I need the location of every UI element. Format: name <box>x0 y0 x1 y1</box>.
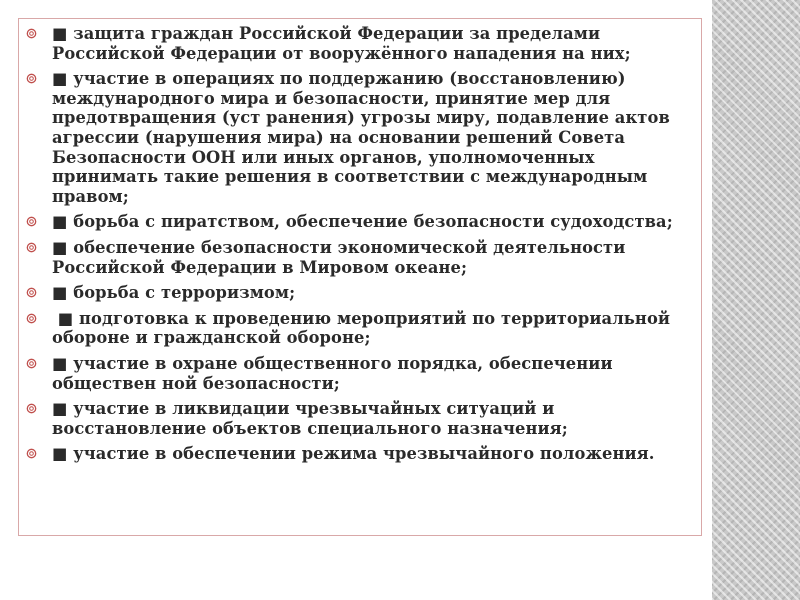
list-item-text: ■ участие в ликвидации чрезвычайных ситуаций и восстановление объектов специального назначения; <box>52 399 568 438</box>
list-item <box>22 444 702 464</box>
list-item <box>22 283 702 303</box>
circle-ring-icon <box>26 358 37 369</box>
list-item <box>22 399 702 438</box>
circle-ring-icon <box>26 287 37 298</box>
list-item <box>22 212 702 232</box>
circle-ring-icon <box>26 216 37 227</box>
decorative-side-strip <box>712 0 800 600</box>
list-item-text: ■ участие в операциях по поддержанию (восстановлению) международного мира и безопасности, принятие мер для предотвращения (уст ранения) угрозы миру, подавление актов агрессии (нарушения мира) на основании решений Совета Безопасности ООН или иных органов, уполномоченных принимать такие решения в соответствии с международным правом; <box>52 69 670 206</box>
list-item-text: ■ борьба с терроризмом; <box>52 283 296 303</box>
circle-ring-icon <box>26 448 37 459</box>
circle-ring-icon <box>26 242 37 253</box>
list-item-text: ■ борьба с пиратством, обеспечение безопасности судоходства; <box>52 212 673 232</box>
circle-ring-icon <box>26 403 37 414</box>
circle-ring-icon <box>26 313 37 324</box>
bullet-list <box>22 24 702 470</box>
circle-ring-icon <box>26 28 37 39</box>
list-item-text: ■ участие в обеспечении режима чрезвычайного положения. <box>52 444 655 464</box>
list-item-text: ■ участие в охране общественного порядка, обеспечении обществен ной безопасности; <box>52 353 613 393</box>
list-item-text: ■ обеспечение безопасности экономической деятельности Российской Федерации в Мировом океане; <box>52 237 626 277</box>
list-item-text: ■ защита граждан Российской Федерации за пределами Российской Федерации от вооружённого нападения на них; <box>52 24 631 63</box>
list-item-text: ■ подготовка к проведению мероприятий по территориальной обороне и гражданской обороне; <box>52 308 671 348</box>
list-item <box>22 69 702 206</box>
list-item <box>22 24 702 63</box>
circle-ring-icon <box>26 73 37 84</box>
list-item <box>22 309 702 348</box>
list-item <box>22 238 702 277</box>
list-item <box>22 354 702 393</box>
